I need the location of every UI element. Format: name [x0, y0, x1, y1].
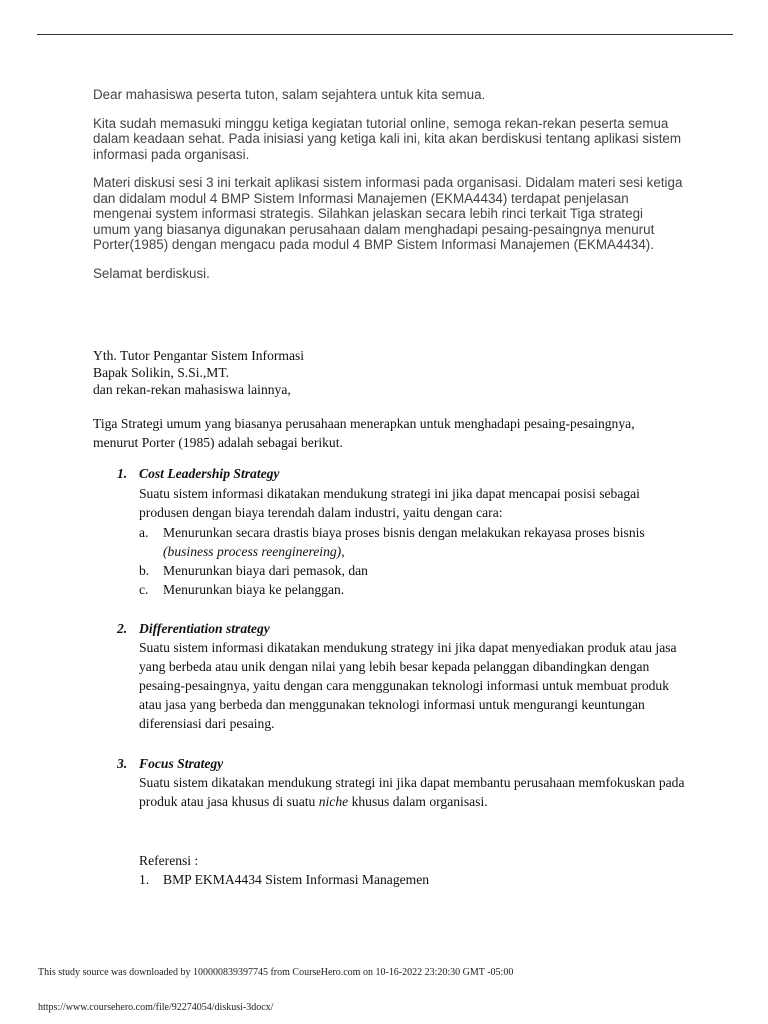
strategy-description: [139, 773, 689, 811]
strategy-number: 1.: [117, 466, 128, 481]
desc-text: Suatu sistem dikatakan mendukung strategi ini jika dapat membantu perusahaan memfokuskan pada produk atau jasa khusus di suatu: [139, 775, 685, 809]
forum-post: [93, 87, 683, 281]
strategy-title: Cost Leadership Strategy: [139, 466, 280, 481]
download-note: This study source was downloaded by 100000839397745 from CourseHero.com on 10-16-2022 23:20:30 GMT -05:00: [38, 967, 514, 978]
strategy-number: 2.: [117, 621, 128, 636]
strategy-description: Suatu sistem informasi dikatakan mendukung strategy ini jika dapat menyediakan produk atau jasa yang berbeda atau unik dengan nilai yang lebih besar kepada pelanggan dibandingkan dengan pesaing-pesaingnya, yaitu dengan cara menggunakan teknologi informasi untuk membuat produk atau jasa yang berbeda dan menggunakan teknologi informasi untuk mengurangi keuntungan diferensiasi dari pesaing.: [139, 640, 677, 731]
desc-italic: niche: [318, 794, 349, 809]
sub-item-letter: c.: [139, 582, 149, 597]
source-url[interactable]: https://www.coursehero.com/file/92274054/diskusi-3docx/: [38, 1002, 274, 1013]
sub-item-letter: a.: [139, 525, 149, 540]
sub-item-letter: b.: [139, 563, 150, 578]
intro-paragraph: Tiga Strategi umum yang biasanya perusahaan menerapkan untuk menghadapi pesaing-pesaingnya, menurut Porter (1985) adalah sebagai berikut.: [93, 416, 635, 450]
desc-text: khusus dalam organisasi.: [348, 794, 488, 809]
address-line: Bapak Solikin, S.Si.,MT.: [93, 365, 230, 380]
address-line: dan rekan-rekan mahasiswa lainnya,: [93, 382, 291, 397]
sub-item-italic: (business process reenginereing),: [163, 544, 345, 559]
sub-item-text: Menurunkan biaya dari pemasok, dan: [163, 563, 368, 578]
sub-item-text: Menurunkan biaya ke pelanggan.: [163, 582, 345, 597]
strategy-description: Suatu sistem informasi dikatakan mendukung strategi ini jika dapat mencapai posisi sebagai produsen dengan biaya terendah dalam industri, yaitu dengan cara:: [139, 486, 640, 520]
address-block: [93, 347, 304, 398]
address-line: Yth. Tutor Pengantar Sistem Informasi: [93, 348, 305, 363]
post-paragraph-2: Materi diskusi sesi 3 ini terkait aplikasi sistem informasi pada organisasi. Didalam materi sesi ketiga dan didalam modul 4 BMP Sistem Informasi Manajemen (EKMA4434) terdapat penjelasan mengenai system informasi strategis. Silahkan jelaskan secara lebih rinci terkait Tiga strategi umum yang biasanya digunakan perusahaan dalam menghadapi pesaing-pesaingnya menurut Porter(1985) dengan mengacu pada modul 4 BMP Sistem Informasi Manajemen (EKMA4434).: [93, 175, 683, 252]
header-rule: [37, 34, 733, 35]
reference-label: Referensi :: [139, 853, 199, 868]
post-closing: Selamat berdiskusi.: [93, 265, 210, 281]
strategy-title: Differentiation strategy: [139, 621, 270, 636]
sub-item: [163, 523, 683, 561]
strategy-number: 3.: [117, 756, 128, 771]
strategy-title: Focus Strategy: [139, 756, 224, 771]
reference-number: 1.: [139, 872, 150, 887]
post-paragraph-1: Kita sudah memasuki minggu ketiga kegiatan tutorial online, semoga rekan-rekan peserta semua dalam keadaan sehat. Pada inisiasi yang ketiga kali ini, kita akan berdiskusi tentang aplikasi sistem informasi pada organisasi.: [93, 115, 682, 162]
reference-text: BMP EKMA4434 Sistem Informasi Managemen: [163, 872, 430, 887]
greeting: Dear mahasiswa peserta tuton, salam sejahtera untuk kita semua.: [93, 87, 486, 102]
sub-item-text: Menurunkan secara drastis biaya proses bisnis dengan melakukan rekayasa proses bisnis: [163, 525, 645, 540]
